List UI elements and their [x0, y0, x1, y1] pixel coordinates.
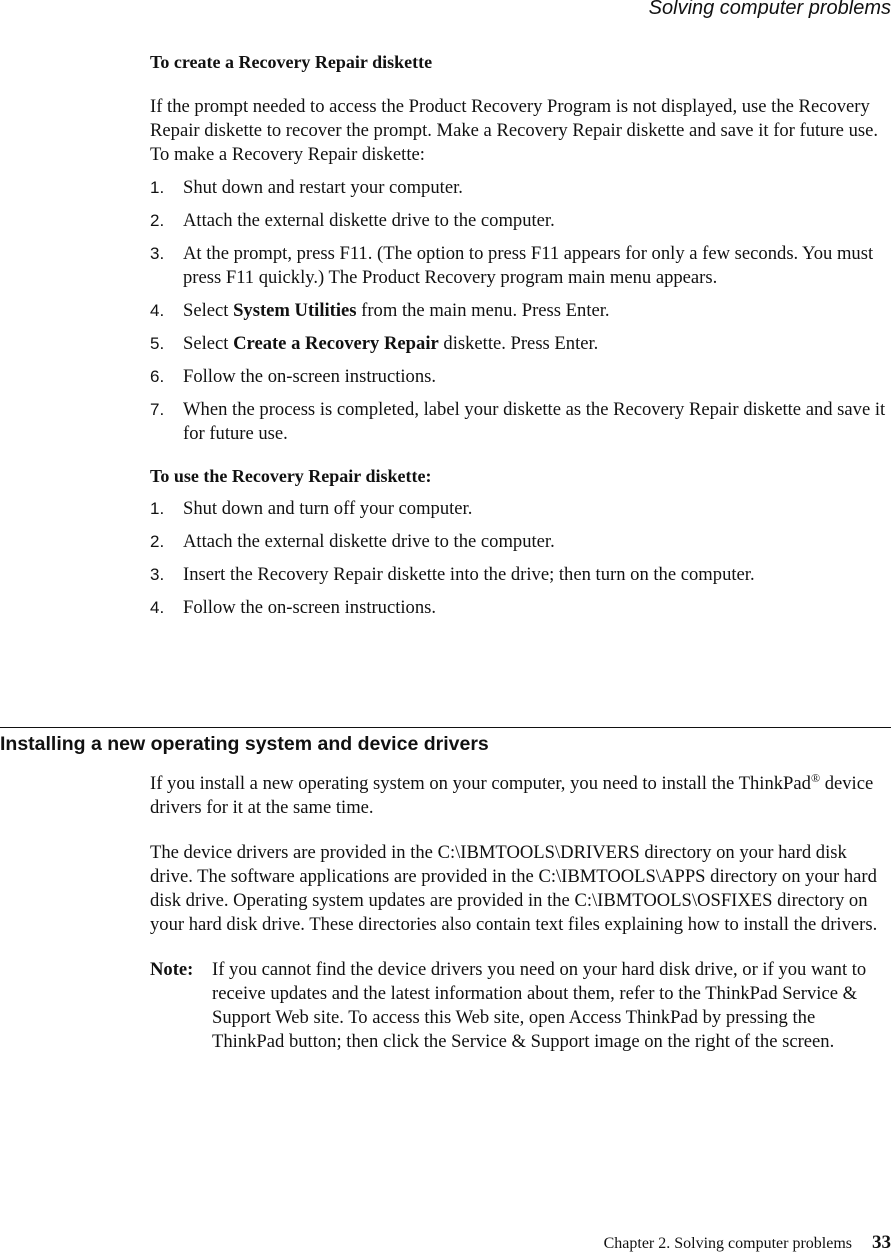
list-item: [150, 497, 890, 521]
step-text: Shut down and restart your computer.: [183, 177, 463, 198]
use-recovery-heading: To use the Recovery Repair diskette:: [150, 466, 432, 486]
list-item: [150, 176, 890, 200]
step-text-post: from the main menu. Press Enter.: [356, 300, 610, 321]
step-text-bold: System Utilities: [233, 300, 357, 321]
step-text: When the process is completed, label your diskette as the Recovery Repair diskette and save it for future use.: [183, 399, 886, 444]
create-recovery-steps: [150, 176, 890, 446]
list-item: [150, 299, 890, 323]
step-text: Follow the on-screen instructions.: [183, 597, 437, 618]
installing-para-1-post: device drivers for it at the same time.: [150, 773, 874, 819]
step-text: Insert the Recovery Repair diskette into the drive; then turn on the computer.: [183, 564, 755, 585]
section-divider: [0, 727, 891, 728]
step-text-bold: Create a Recovery Repair: [233, 333, 439, 354]
note-text: If you cannot find the device drivers you need on your hard disk drive, or if you want to receive updates and the latest information about them, refer to the ThinkPad Service & Support Web site. To access this Web site, open Access ThinkPad by pressing the ThinkPad button; then click the Service & Support image on the right of the screen.: [212, 959, 867, 1053]
recovery-section: [150, 50, 890, 629]
footer-chapter: Chapter 2. Solving computer problems: [603, 1235, 852, 1252]
list-item: [150, 209, 890, 233]
registered-mark: ®: [810, 771, 821, 785]
note-label: Note:: [150, 959, 194, 981]
step-text: Attach the external diskette drive to the computer.: [183, 210, 555, 231]
list-item: [150, 530, 890, 554]
step-number: 7.: [150, 400, 165, 419]
step-text: At the prompt, press F11. (The option to press F11 appears for only a few seconds. You must press F11 quickly.) The Product Recovery program main menu appears.: [183, 243, 874, 288]
step-text: Follow the on-screen instructions.: [183, 366, 437, 387]
installing-para-1-pre: If you install a new operating system on your computer, you need to install the ThinkPad: [150, 773, 811, 795]
running-header: Solving computer problems: [648, 0, 891, 19]
step-number: 2.: [150, 532, 165, 551]
step-number: 1.: [150, 178, 165, 197]
note-block: [150, 958, 890, 1054]
step-number: 1.: [150, 499, 165, 518]
list-item: [150, 242, 890, 290]
step-text-pre: Select: [183, 333, 234, 354]
step-number: 4.: [150, 301, 165, 320]
list-item: [150, 365, 890, 389]
step-text-pre: Select: [183, 300, 234, 321]
list-item: [150, 398, 890, 446]
page-footer: [604, 1232, 891, 1254]
list-item: [150, 596, 890, 620]
create-recovery-intro: If the prompt needed to access the Product Recovery Program is not displayed, use the Recovery Repair diskette to recover the prompt. Make a Recovery Repair diskette and save it for future use. To make a Recovery Repair diskette:: [150, 96, 878, 165]
step-number: 3.: [150, 244, 165, 263]
step-number: 2.: [150, 211, 165, 230]
use-recovery-steps: [150, 497, 890, 620]
step-text-post: diskette. Press Enter.: [438, 333, 599, 354]
step-number: 6.: [150, 367, 165, 386]
installing-para-2: The device drivers are provided in the C:\IBMTOOLS\DRIVERS directory on your hard disk drive. The software applications are provided in the C:\IBMTOOLS\APPS directory on your hard disk drive. Operating system updates are provided in the C:\IBMTOOLS\OSFIXES directory on your hard disk drive. These directories also contain text files explaining how to install the drivers.: [150, 842, 878, 936]
list-item: [150, 563, 890, 587]
step-text: Attach the external diskette drive to the computer.: [183, 531, 555, 552]
create-recovery-heading: To create a Recovery Repair diskette: [150, 52, 433, 72]
step-number: 5.: [150, 334, 165, 353]
step-number: 4.: [150, 598, 165, 617]
installing-section: [150, 766, 890, 1054]
page-number: 33: [872, 1232, 891, 1253]
section-title: Installing a new operating system and device drivers: [0, 733, 489, 755]
step-text: Shut down and turn off your computer.: [183, 498, 473, 519]
step-number: 3.: [150, 565, 165, 584]
installing-para-1: [150, 766, 890, 820]
list-item: [150, 332, 890, 356]
